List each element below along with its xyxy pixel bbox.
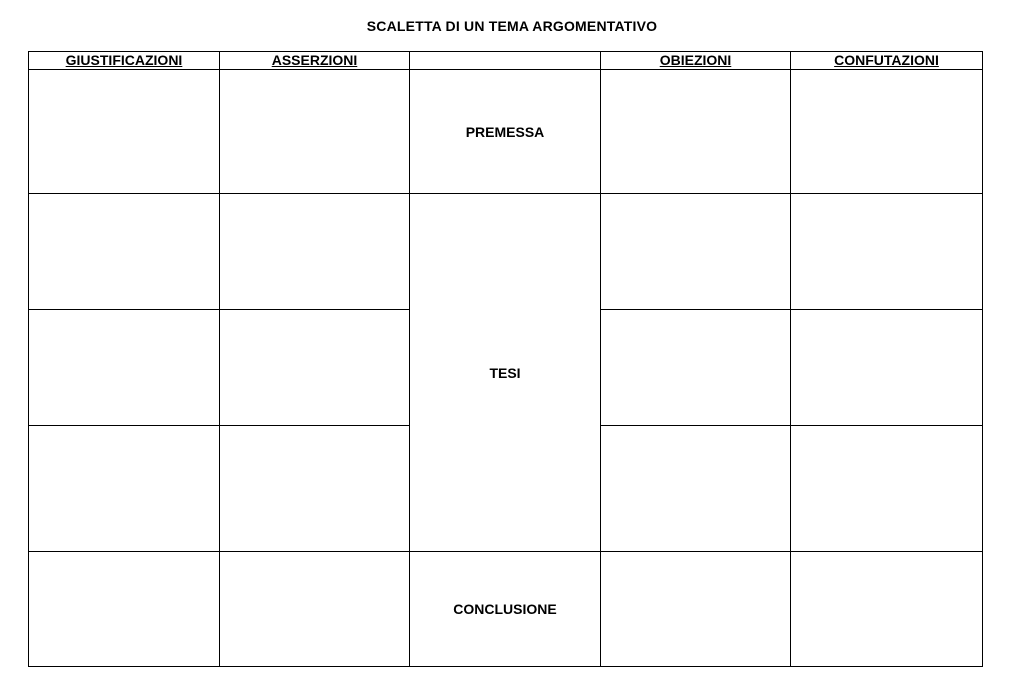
table-row [29, 194, 983, 310]
premise-cell: PREMESSA [410, 70, 601, 194]
header-justifications: GIUSTIFICAZIONI [29, 52, 220, 70]
assertion-cell[interactable] [220, 310, 410, 426]
justification-cell[interactable] [29, 426, 220, 552]
assertion-cell[interactable] [220, 552, 410, 667]
refutation-cell[interactable] [791, 194, 983, 310]
refutation-cell[interactable] [791, 552, 983, 667]
assertion-cell[interactable] [220, 70, 410, 194]
objection-cell[interactable] [601, 552, 791, 667]
header-assertions: ASSERZIONI [220, 52, 410, 70]
objection-cell[interactable] [601, 310, 791, 426]
header-objections: OBIEZIONI [601, 52, 791, 70]
refutation-cell[interactable] [791, 70, 983, 194]
objection-cell[interactable] [601, 70, 791, 194]
header-center [410, 52, 601, 70]
document-title: SCALETTA DI UN TEMA ARGOMENTATIVO [366, 18, 658, 34]
thesis-cell: TESI [410, 194, 601, 552]
table-row [29, 552, 983, 667]
objection-cell[interactable] [601, 194, 791, 310]
table-row [29, 70, 983, 194]
justification-cell[interactable] [29, 310, 220, 426]
justification-cell[interactable] [29, 552, 220, 667]
header-row [29, 52, 983, 70]
justification-cell[interactable] [29, 70, 220, 194]
header-refutations: CONFUTAZIONI [791, 52, 983, 70]
objection-cell[interactable] [601, 426, 791, 552]
justification-cell[interactable] [29, 194, 220, 310]
conclusion-cell: CONCLUSIONE [410, 552, 601, 667]
outline-table [28, 51, 983, 667]
assertion-cell[interactable] [220, 426, 410, 552]
refutation-cell[interactable] [791, 426, 983, 552]
refutation-cell[interactable] [791, 310, 983, 426]
assertion-cell[interactable] [220, 194, 410, 310]
